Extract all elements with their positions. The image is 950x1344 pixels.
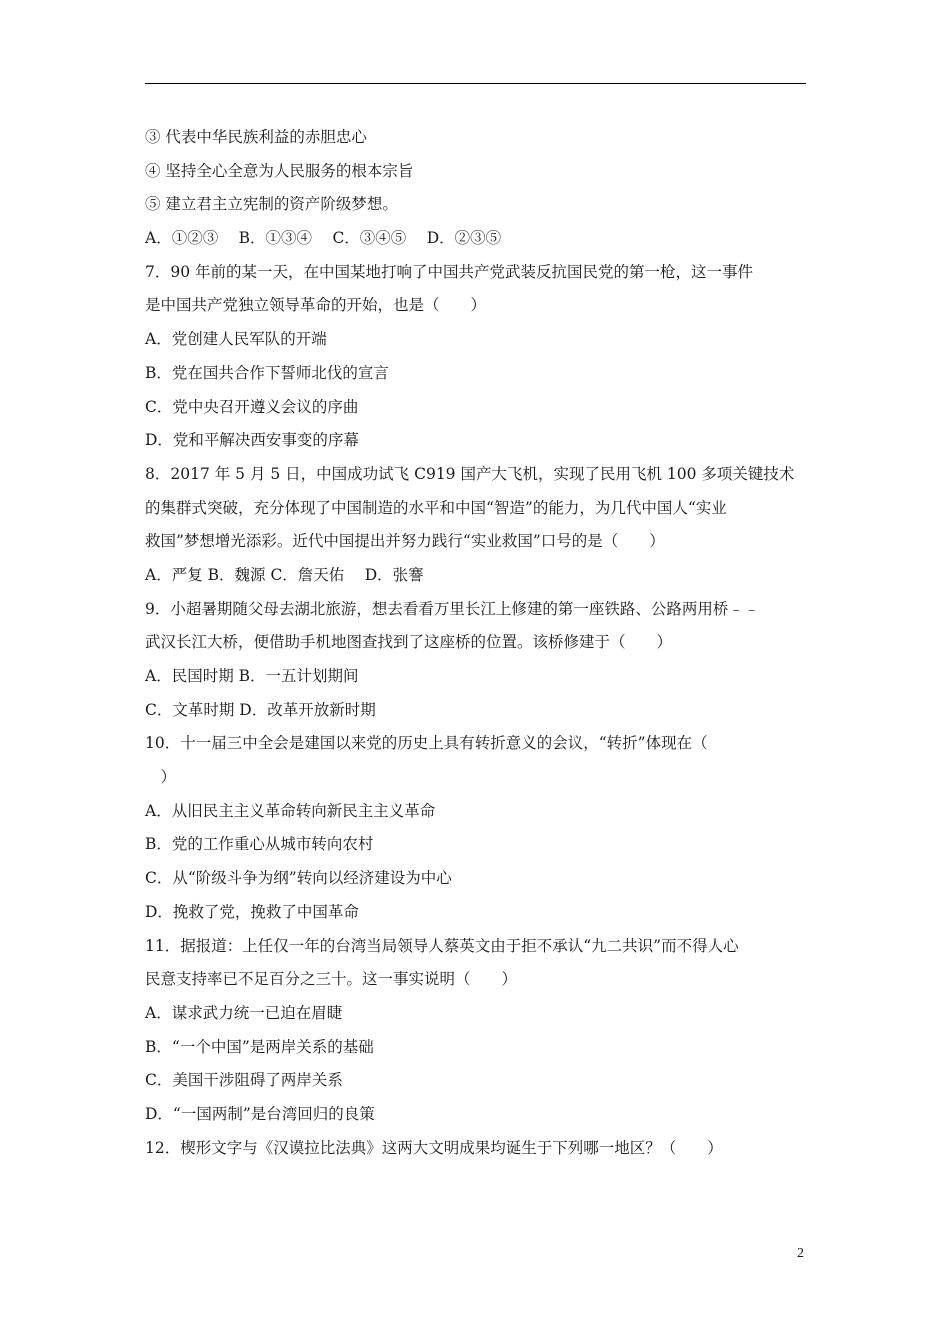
text-line: B．党的工作重心从城市转向农村 bbox=[145, 835, 374, 854]
text-line: 12．楔形文字与《汉谟拉比法典》这两大文明成果均诞生于下列哪一地区？（ ） bbox=[145, 1138, 723, 1157]
text-line: D．挽救了党，挽救了中国革命 bbox=[145, 902, 359, 921]
text-line: 11．据报道：上任仅一年的台湾当局领导人蔡英文由于拒不承认“九二共识”而不得人心 bbox=[145, 936, 739, 955]
text-line: A．党创建人民军队的开端 bbox=[145, 330, 327, 349]
text-line: 8．2017 年 5 月 5 日，中国成功试飞 C919 国产大飞机，实现了民用飞机 100 多项关键技术 bbox=[145, 464, 795, 483]
text-line: C．从“阶级斗争为纲”转向以经济建设为中心 bbox=[145, 869, 452, 888]
text-line: A．①②③ B．①③④ C．③④⑤ D．②③⑤ bbox=[145, 229, 502, 248]
text-line: ④ 坚持全心全意为人民服务的根本宗旨 bbox=[145, 161, 414, 180]
text-line: 7．90 年前的某一天，在中国某地打响了中国共产党武装反抗国民党的第一枪，这一事件 bbox=[145, 262, 754, 281]
text-line: 救国”梦想增光添彩。近代中国提出并努力践行“实业救国”口号的是（ ） bbox=[145, 532, 665, 551]
text-line: ⑤ 建立君主立宪制的资产阶级梦想。 bbox=[145, 195, 398, 214]
text-line: 10．十一届三中全会是建国以来党的历史上具有转折意义的会议，“转折”体现在（ bbox=[145, 734, 708, 753]
text-line: C．党中央召开遵义会议的序曲 bbox=[145, 397, 359, 416]
text-line: D．党和平解决西安事变的序幕 bbox=[145, 431, 359, 450]
text-line: C．美国干涉阻碍了两岸关系 bbox=[145, 1071, 343, 1090]
text-line: C．文革时期 D．改革开放新时期 bbox=[145, 700, 376, 719]
text-line: B．“一个中国”是两岸关系的基础 bbox=[145, 1037, 374, 1056]
question-text bbox=[145, 124, 810, 1168]
text-line: ） bbox=[145, 768, 177, 787]
text-line: B．党在国共合作下誓师北伐的宣言 bbox=[145, 363, 389, 382]
text-line: 武汉长江大桥，便借助手机地图查找到了这座桥的位置。该桥修建于（ ） bbox=[145, 633, 673, 652]
text-line: ③ 代表中华民族利益的赤胆忠心 bbox=[145, 128, 367, 146]
text-line: A．民国时期 B．一五计划期间 bbox=[145, 667, 359, 685]
text-line: 的集群式突破，充分体现了中国制造的水平和中国“智造”的能力，为几代中国人“实业 bbox=[145, 498, 727, 517]
text-line: A．谋求武力统一已迫在眉睫 bbox=[145, 1003, 343, 1022]
text-line: 是中国共产党独立领导革命的开始，也是（ ） bbox=[145, 296, 487, 315]
text-line: 9．小超暑期随父母去湖北旅游，想去看看万里长江上修建的第一座铁路、公路两用桥﹣﹣ bbox=[145, 599, 760, 618]
page-number: 2 bbox=[797, 1246, 804, 1261]
text-line: A．从旧民主主义革命转向新民主主义革命 bbox=[145, 801, 436, 820]
text-line: D．“一国两制”是台湾回归的良策 bbox=[145, 1104, 375, 1123]
header-rule bbox=[145, 83, 806, 84]
text-line: A．严复 B．魏源 C．詹天佑 D．张謇 bbox=[145, 565, 424, 584]
text-line: 民意支持率已不足百分之三十。这一事实说明（ ） bbox=[145, 970, 518, 989]
